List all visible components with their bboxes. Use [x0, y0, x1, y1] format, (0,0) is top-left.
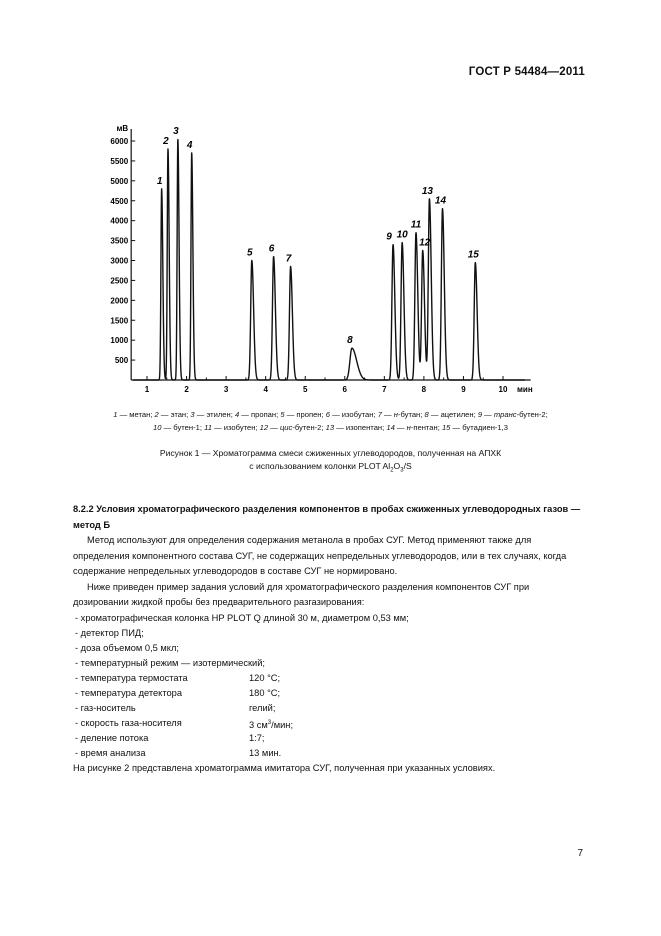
legend-item: 8 — ацетилен [424, 410, 474, 419]
x-tick-label: 6 [342, 385, 348, 394]
peak-label-4: 4 [186, 139, 193, 151]
list-item-value: 120 °С; [249, 672, 281, 683]
legend-item-name: пропен [296, 410, 322, 419]
y-tick-label: 2500 [110, 276, 129, 286]
legend-item-name: ацетилен [440, 410, 474, 419]
chromatogram-svg [0, 0, 661, 440]
y-tick-label: 3000 [110, 256, 129, 266]
y-tick-label: 6000 [110, 137, 129, 146]
peak-label-11: 11 [410, 219, 422, 231]
legend-item: 11 — изобутен [204, 423, 256, 432]
peak-label-3: 3 [173, 126, 179, 138]
legend-item-prefix: н [406, 423, 411, 432]
legend-item-name: изобутен [223, 423, 256, 432]
legend-item-number: 12 [259, 423, 269, 432]
paragraph-2: Ниже приведен пример задания условий для хроматографического разделения компонентов СУГ при дозировании жидкой пробы без предварительного разгазирования: [73, 581, 530, 607]
caption-sub-3: 3 [400, 467, 404, 474]
x-tick-label: 1 [144, 385, 150, 394]
list-item: - хроматографическая колонка HP PLOT Q длиной 30 м, диаметром 0,53 мм; [75, 612, 409, 623]
legend-item-number: 7 [377, 410, 382, 419]
legend-item: 7 — н-бутан [377, 410, 421, 419]
x-tick-label: 9 [461, 385, 466, 394]
caption-line-1: Рисунок 1 — Хроматограмма смеси сжиженных углеводородов, полученная на АПХК [159, 448, 502, 458]
list-item-key: - скорость газа-носителя [75, 717, 182, 728]
legend-item-number: 5 [280, 410, 285, 419]
y-tick-label: 5500 [110, 156, 129, 166]
legend-item-number: 13 [325, 423, 335, 432]
list-item-value: 180 °С; [249, 687, 281, 698]
legend-item: 14 — н-пентан [386, 423, 438, 432]
figure-caption [40, 447, 621, 478]
legend-item: 9 — транс-бутен-2 [477, 410, 546, 419]
caption-column-text: с использованием колонки PLOT Al [249, 461, 391, 471]
legend-item-number: 10 [153, 423, 162, 432]
section-8-2-2 [73, 502, 585, 776]
legend-line-1: 1 — метан; 2 — этан; 3 — этилен; 4 — пропан; 5 — пропен; 6 — изобутан; 7 — н-бутан; 8 — ацетилен; 9 — транс-бутен-2; [113, 410, 548, 419]
x-axis-label: мин [517, 385, 533, 394]
legend-item: 3 — этилен [190, 410, 231, 419]
legend-item-name: изопентан [345, 423, 383, 432]
peak-label-8: 8 [347, 335, 353, 347]
legend-item-name: бутен-1 [173, 423, 200, 432]
caption-sub-2: 2 [390, 467, 394, 474]
list-item [75, 686, 585, 701]
caption-suffix: /S [403, 461, 412, 471]
list-item [75, 731, 585, 746]
x-tick-label: 5 [302, 385, 308, 394]
legend-item-name: -бутен-2 [516, 410, 546, 419]
legend-item-name: этилен [206, 410, 231, 419]
legend-item: 15 — бутадиен-1,3 [441, 423, 508, 432]
legend-item-number: 1 [113, 410, 118, 419]
paragraph-1: Метод используют для определения содержания метанола в пробах СУГ. Метод применяют также для определения компонентного состава СУГ, не содержащих непредельных углеводородов, или в тех случаях, когда содержание непредельных углеводородов в составе СУГ не нормировано. [73, 535, 567, 576]
list-item: - температурный режим — изотермический; [75, 657, 266, 668]
legend-item-number: 8 [424, 410, 429, 419]
legend-item-number: 2 [154, 410, 159, 419]
legend-item-number: 9 [477, 410, 483, 419]
list-item-value: 3 $см^3$/мин; [249, 719, 294, 730]
legend-item: 13 — изопентан [325, 423, 383, 432]
y-tick-label: 500 [114, 356, 129, 366]
caption-oxygen: O [393, 461, 401, 471]
page-number: 7 [577, 848, 583, 859]
legend-item-name: -бутан [397, 410, 421, 419]
legend-item: 6 — изобутан [325, 410, 374, 419]
legend-item-number: 4 [234, 410, 240, 419]
legend-item-name: этан [170, 410, 187, 419]
caption-line-2 [40, 460, 621, 478]
peak-label-6: 6 [268, 243, 275, 255]
list-item [75, 716, 585, 731]
list-item-value: гелий; [249, 702, 276, 713]
legend-item: 10 — бутен-1 [153, 423, 200, 432]
conditions-list [73, 611, 585, 761]
y-tick-label: 3500 [110, 236, 129, 246]
legend-item-number: 11 [204, 423, 212, 432]
list-item [75, 746, 585, 761]
peak-label-7: 7 [285, 253, 292, 265]
list-item: - детектор ПИД; [75, 627, 144, 638]
legend-item: 2 — этан [154, 410, 187, 419]
chromatogram-trace [133, 140, 525, 380]
standard-header: ГОСТ Р 54484—2011 [468, 66, 585, 78]
peak-label-14: 14 [434, 195, 447, 207]
x-tick-label: 10 [498, 385, 508, 394]
legend-item-prefix: цис [279, 423, 293, 432]
list-item-key: - температура термостата [75, 672, 188, 683]
list-item-key: - время анализа [75, 747, 146, 758]
legend-item-number: 14 [386, 423, 395, 432]
legend-line-2: 10 — бутен-1; 11 — изобутен; 12 — цис-бутен-2; 13 — изопентан; 14 — н-пентан; 15 — бутадиен-1,3 [153, 423, 508, 432]
peak-label-1: 1 [156, 175, 163, 187]
x-tick-label: 2 [184, 385, 189, 394]
peak-label-15: 15 [467, 249, 479, 261]
legend-item-name: бутадиен-1,3 [462, 423, 508, 432]
list-item-key: - температура детектора [75, 687, 183, 698]
y-tick-label: 4500 [110, 196, 129, 206]
legend-item: 4 — пропан [234, 410, 277, 419]
chromatogram-chart [0, 0, 661, 440]
peak-label-5: 5 [247, 247, 253, 259]
peak-label-10: 10 [396, 229, 408, 241]
peak-label-13: 13 [421, 185, 433, 197]
y-tick-label: 5000 [110, 176, 129, 186]
list-item [75, 671, 585, 686]
y-tick-label: 4000 [110, 216, 129, 226]
list-item: - доза объемом 0,5 мкл; [75, 642, 179, 653]
legend-item-name: -пентан [410, 423, 438, 432]
section-title: 8.2.2 Условия хроматографического разделения компонентов в пробах сжиженных углеводородных газов — метод Б [73, 504, 581, 530]
peak-label-12: 12 [419, 237, 431, 249]
x-tick-label: 8 [421, 385, 427, 394]
list-item-value: 13 мин. [249, 747, 282, 758]
y-tick-label: 1000 [110, 336, 129, 346]
list-item-key: - газ-носитель [75, 702, 136, 713]
list-item [75, 701, 585, 716]
legend-item-prefix: н [393, 410, 398, 419]
legend-item-name: -бутен-2 [292, 423, 322, 432]
legend-item-name: изобутан [341, 410, 374, 419]
x-tick-label: 3 [223, 385, 229, 394]
paragraph-3: На рисунке 2 представлена хроматограмма имитатора СУГ, полученная при указанных условиях. [73, 762, 496, 773]
legend-item: 12 — цис-бутен-2 [259, 423, 322, 432]
legend-item-number: 15 [441, 423, 451, 432]
legend-item: 5 — пропен [280, 410, 322, 419]
legend-item: 1 — метан [113, 410, 151, 419]
legend-item-number: 6 [325, 410, 330, 419]
legend-item-number: 3 [190, 410, 195, 419]
y-axis-label: мВ [116, 124, 129, 134]
list-item-value: 1:7; [249, 732, 265, 743]
y-tick-label: 1500 [110, 316, 129, 326]
y-tick-label: 2000 [110, 296, 129, 306]
list-item-key: - деление потока [75, 732, 149, 743]
peak-label-9: 9 [386, 231, 392, 243]
legend-item-name: пропан [251, 410, 277, 419]
legend-item-prefix: транс [493, 410, 517, 419]
legend-item-name: метан [129, 410, 151, 419]
x-tick-label: 4 [263, 385, 268, 394]
peak-legend [40, 408, 621, 434]
peak-label-2: 2 [163, 135, 169, 147]
x-tick-label: 7 [382, 385, 387, 394]
